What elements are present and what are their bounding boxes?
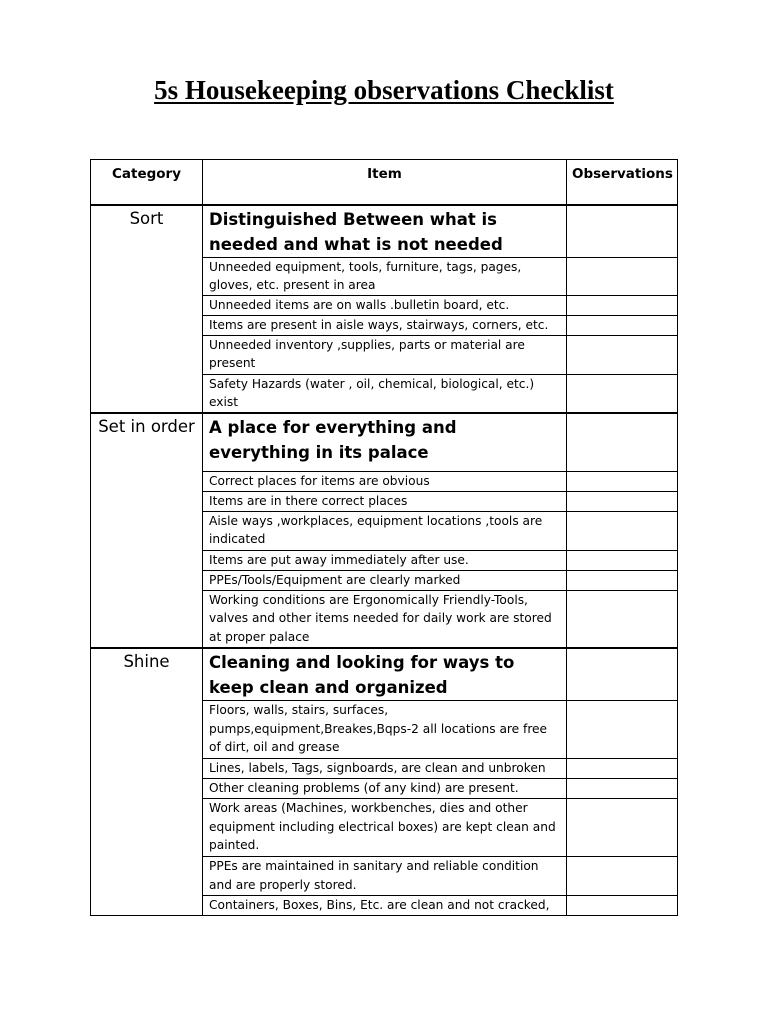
page-title: 5s Housekeeping observations Checklist bbox=[154, 75, 614, 105]
checklist-item: Unneeded inventory ,supplies, parts or material are present bbox=[203, 335, 567, 374]
observation-field[interactable] bbox=[567, 779, 678, 799]
observation-field[interactable] bbox=[567, 315, 678, 335]
observation-field[interactable] bbox=[567, 550, 678, 570]
section-heading: Cleaning and looking for ways to keep clean and organized bbox=[203, 648, 567, 701]
observation-field[interactable] bbox=[567, 701, 678, 759]
observation-field[interactable] bbox=[567, 570, 678, 590]
checklist-table bbox=[90, 159, 678, 916]
column-header-observations: Observations bbox=[567, 160, 678, 205]
observation-field[interactable] bbox=[567, 413, 678, 471]
observation-field[interactable] bbox=[567, 257, 678, 295]
observation-field[interactable] bbox=[567, 799, 678, 857]
column-header-category: Category bbox=[91, 160, 203, 205]
observation-field[interactable] bbox=[567, 759, 678, 779]
section-header-row bbox=[91, 413, 678, 471]
checklist-item: Unneeded equipment, tools, furniture, tags, pages, gloves, etc. present in area bbox=[203, 257, 567, 295]
checklist-item: PPEs are maintained in sanitary and reliable condition and are properly stored. bbox=[203, 857, 567, 896]
observation-field[interactable] bbox=[567, 511, 678, 550]
checklist-item: PPEs/Tools/Equipment are clearly marked bbox=[203, 570, 567, 590]
section-heading: Distinguished Between what is needed and what is not needed bbox=[203, 205, 567, 258]
observation-field[interactable] bbox=[567, 857, 678, 896]
checklist-item: Floors, walls, stairs, surfaces, pumps,equipment,Breakes,Bqps-2 all locations are free of dirt, oil and grease bbox=[203, 701, 567, 759]
category-cell: Sort bbox=[91, 205, 203, 414]
section-header-row bbox=[91, 648, 678, 701]
observation-field[interactable] bbox=[567, 491, 678, 511]
checklist-item: Items are put away immediately after use. bbox=[203, 550, 567, 570]
checklist-item: Lines, labels, Tags, signboards, are clean and unbroken bbox=[203, 759, 567, 779]
observation-field[interactable] bbox=[567, 205, 678, 258]
checklist-body bbox=[91, 205, 678, 916]
checklist-item: Safety Hazards (water , oil, chemical, biological, etc.) exist bbox=[203, 374, 567, 413]
checklist-item: Items are in there correct places bbox=[203, 491, 567, 511]
observation-field[interactable] bbox=[567, 295, 678, 315]
checklist-item: Unneeded items are on walls .bulletin board, etc. bbox=[203, 295, 567, 315]
observation-field[interactable] bbox=[567, 374, 678, 413]
checklist-item: Containers, Boxes, Bins, Etc. are clean and not cracked, bbox=[203, 896, 567, 916]
observation-field[interactable] bbox=[567, 471, 678, 491]
table-header-row bbox=[91, 160, 678, 205]
checklist-item: Items are present in aisle ways, stairways, corners, etc. bbox=[203, 315, 567, 335]
column-header-item: Item bbox=[203, 160, 567, 205]
checklist-item: Working conditions are Ergonomically Friendly-Tools, valves and other items needed for daily work are stored at proper palace bbox=[203, 590, 567, 648]
section-heading: A place for everything and everything in its palace bbox=[203, 413, 567, 471]
observation-field[interactable] bbox=[567, 648, 678, 701]
category-cell: Shine bbox=[91, 648, 203, 916]
observation-field[interactable] bbox=[567, 590, 678, 648]
checklist-item: Work areas (Machines, workbenches, dies and other equipment including electrical boxes) are kept clean and painted. bbox=[203, 799, 567, 857]
observation-field[interactable] bbox=[567, 896, 678, 916]
checklist-item: Correct places for items are obvious bbox=[203, 471, 567, 491]
section-header-row bbox=[91, 205, 678, 258]
checklist-item: Other cleaning problems (of any kind) are present. bbox=[203, 779, 567, 799]
category-cell: Set in order bbox=[91, 413, 203, 648]
observation-field[interactable] bbox=[567, 335, 678, 374]
checklist-item: Aisle ways ,workplaces, equipment locations ,tools are indicated bbox=[203, 511, 567, 550]
